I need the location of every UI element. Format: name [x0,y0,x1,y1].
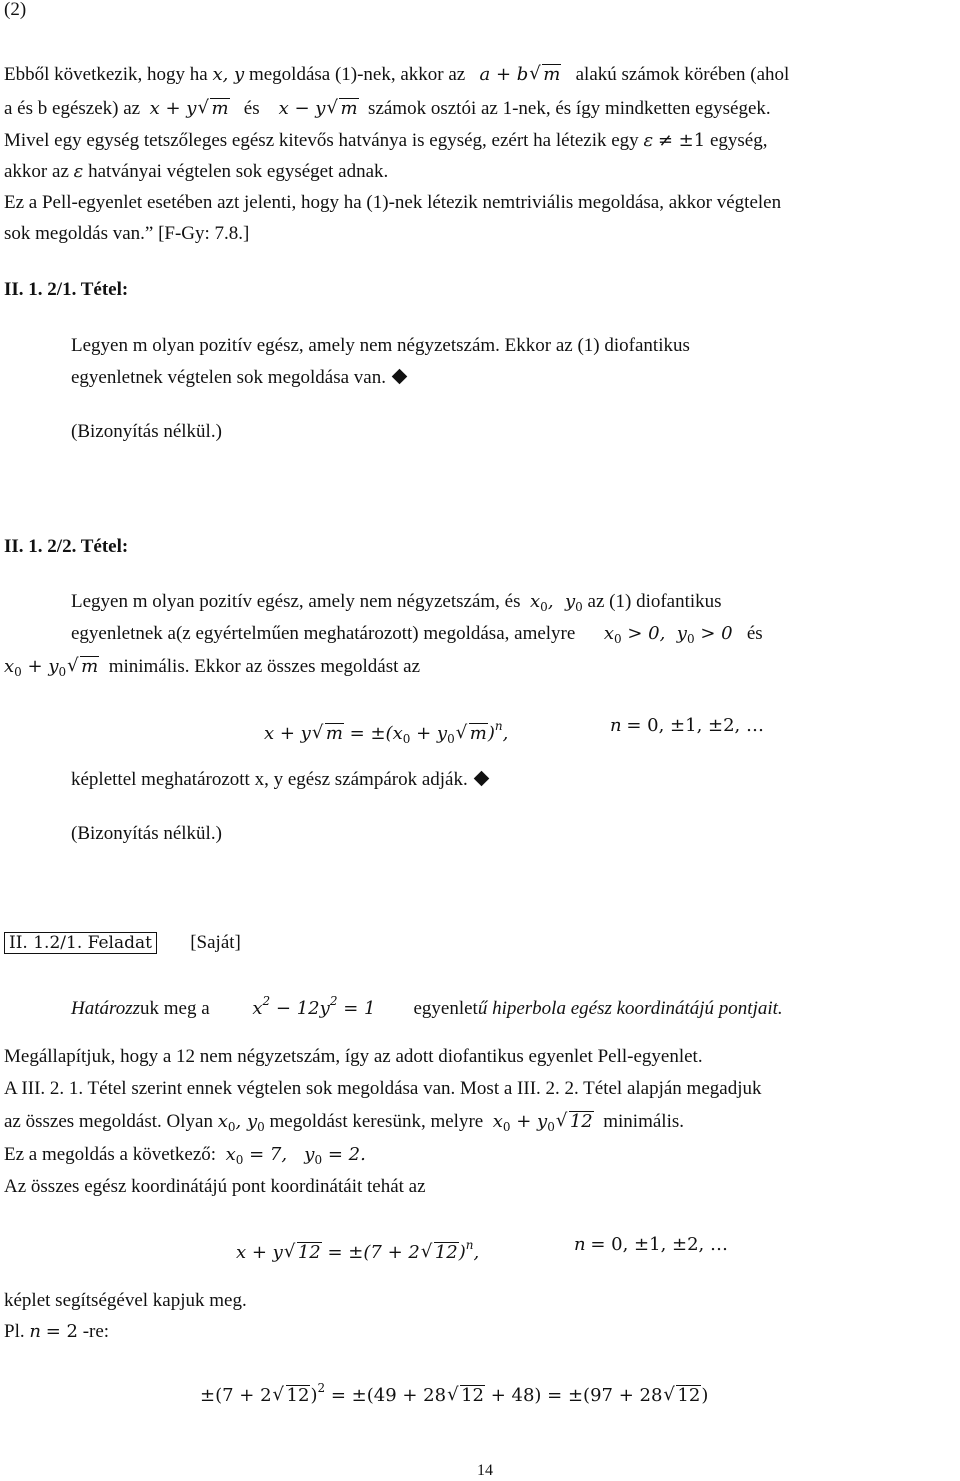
theorem2-formula: x + y√ $m = \pm(x_0 + y_0√$ m)$^n$, [264,714,508,751]
intro-line-4: akkor az ε hatványai végtelen sok egységet adnak. [4,161,389,182]
exercise-header [4,931,241,955]
solution-line-2: A III. 2. 1. Tétel szerint ennek végtelen sok megoldása van. Most a III. 2. 2. Tétel alapján megadjuk [4,1078,762,1099]
theorem1-line-1: Legyen m olyan pozitív egész, amely nem négyzetszám. Ekkor az (1) diofantikus [71,335,690,356]
page-number: 14 [477,1462,493,1479]
solution-n-range: n = 0, ±1, ±2, … [574,1234,728,1255]
solution-formula: x + y√ 12 = ±(7 + 2√ 12)$^n$, [236,1233,479,1265]
exercise-label: II. 1.2/1. Feladat [4,932,157,954]
theorem2-line-3: $x_0 + y_0√$ m minimális. Ekkor az összes megoldást az [4,655,420,684]
theorem2-proof: (Bizonyítás nélkül.) [71,823,222,844]
theorem2-line-2: egyenletnek a(z egyértelműen meghatározott) megoldása, amelyre $x_0 > 0$, $y_0 > 0$ és [71,623,763,646]
intro-line-3: Mivel egy egység tetszőleges egész kitevős hatványa is egység, ezért ha létezik egy ε ≠ ±1 egység, [4,130,768,151]
solution-line-7: Pl. n = 2 -re: [4,1321,110,1342]
solution-example-formula: ±(7 + 2√ 12)$^2$ = ±(49 + 28√ 12 + 48) = ±(97 + 28√ 12) [200,1376,708,1408]
solution-line-1: Megállapítjuk, hogy a 12 nem négyzetszám, így az adott diofantikus egyenlet Pell-egyenlet. [4,1046,703,1067]
theorem1-proof: (Bizonyítás nélkül.) [71,421,222,442]
equation-number: (2) [4,0,27,20]
theorem1-line-2: egyenletnek végtelen sok megoldása van. [71,366,405,390]
intro-line-6: sok megoldás van.” [F-Gy: 7.8.] [4,223,250,244]
intro-line-1: Ebből következik, hogy ha x, y megoldása (1)-nek, akkor az a + b√ m alakú számok körében (ahol [4,63,789,87]
solution-line-4: Ez a megoldás a következő: $x_0 = 7$, $y_0 = 2$. [4,1144,366,1167]
end-mark-icon [392,369,408,385]
solution-line-3: az összes megoldást. Olyan $x_0$, $y_0$ megoldást keresünk, melyre $x_0 + y_0√$ 12 minimális. [4,1110,684,1139]
intro-line-5: Ez a Pell-egyenlet esetében azt jelenti, hogy ha (1)-nek létezik nemtriviális megoldása, akkor végtelen [4,192,782,213]
solution-line-6: képlet segítségével kapjuk meg. [4,1290,247,1311]
theorem2-title: II. 1. 2/2. Tétel: [4,536,129,557]
theorem2-line-4: képlettel meghatározott x, y egész számpárok adják. [71,768,487,792]
theorem2-line-1: Legyen m olyan pozitív egész, amely nem négyzetszám, és $x_0$, $y_0$ az (1) diofantikus [71,591,722,614]
end-mark-icon [473,771,489,787]
theorem1-title: II. 1. 2/1. Tétel: [4,279,129,300]
exercise-task: Határozzuk meg a $x^2 - 12y^2 = 1$ egyenletű hiperbola egész koordinátájú pontjait. [71,994,783,1019]
exercise-tag: [Saját] [190,932,241,953]
solution-line-5: Az összes egész koordinátájú pont koordinátáit tehát az [4,1176,426,1197]
theorem2-n-range: n = 0, ±1, ±2, … [610,715,764,736]
intro-line-2: a és b egészek) az x + y√ m és x − y√ m számok osztói az 1-nek, és így mindketten egységek. [4,97,771,121]
